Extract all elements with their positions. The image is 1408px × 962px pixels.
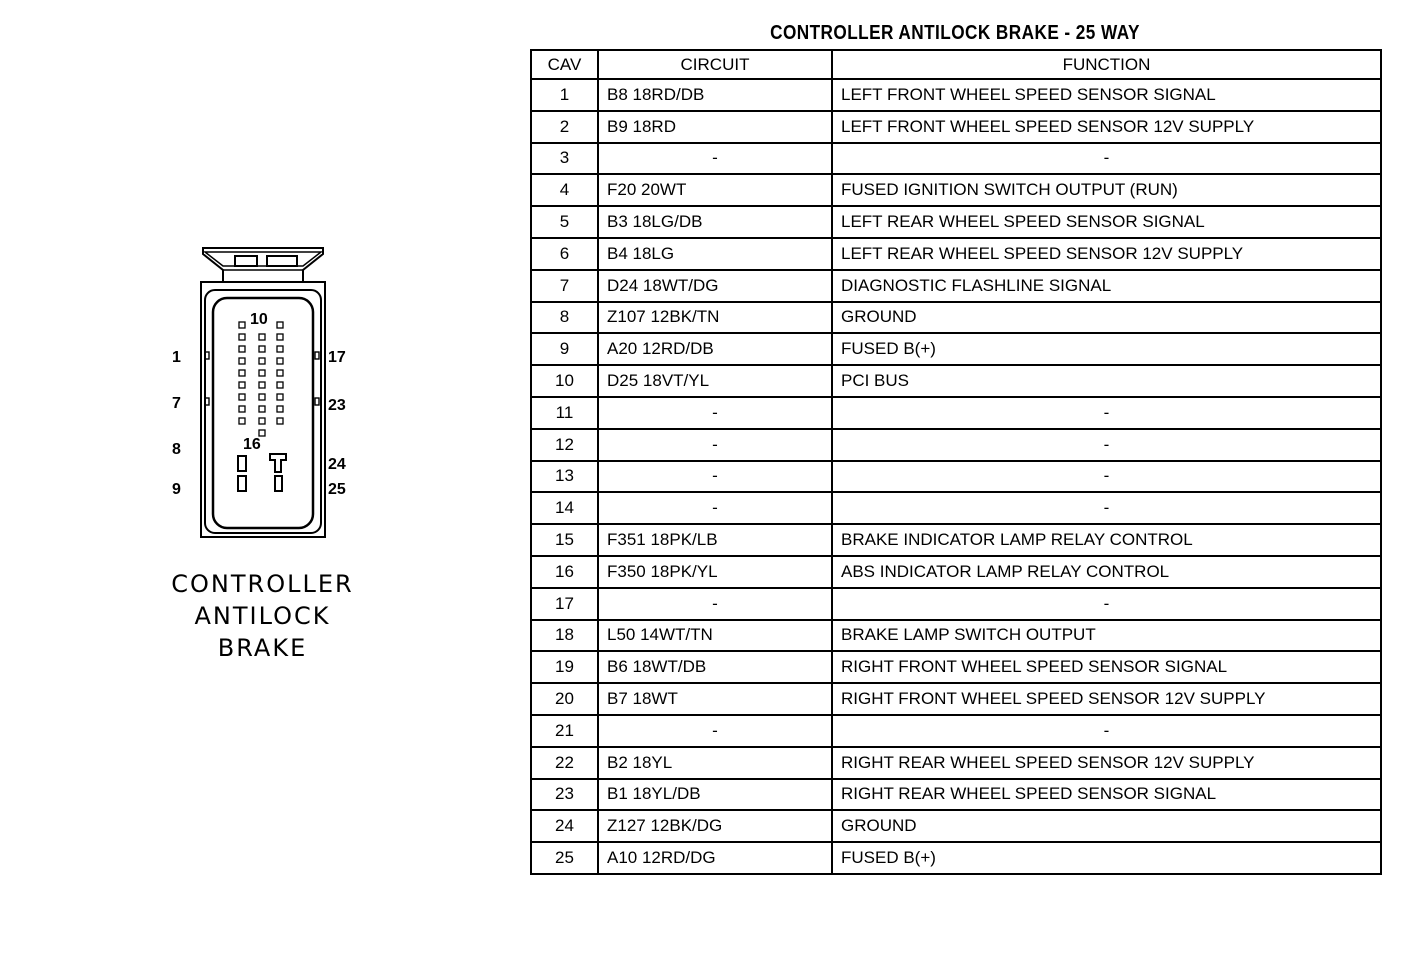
circuit-cell: D25 18VT/YL [598, 365, 832, 397]
cavity [277, 346, 283, 352]
function-cell: - [832, 588, 1381, 620]
function-cell: - [832, 461, 1381, 493]
table-row [531, 461, 1381, 493]
cav-cell: 14 [531, 492, 598, 524]
cavity [239, 322, 245, 328]
cavity [259, 394, 265, 400]
circuit-cell: D24 18WT/DG [598, 270, 832, 302]
function-cell: LEFT REAR WHEEL SPEED SENSOR SIGNAL [832, 206, 1381, 238]
cavity [259, 370, 265, 376]
function-cell: LEFT FRONT WHEEL SPEED SENSOR SIGNAL [832, 79, 1381, 111]
cavity [239, 394, 245, 400]
pin-label-7: 7 [172, 395, 181, 412]
circuit-cell: B4 18LG [598, 238, 832, 270]
cav-cell: 20 [531, 683, 598, 715]
pin-label-10: 10 [250, 311, 268, 328]
function-cell: - [832, 429, 1381, 461]
cav-cell: 3 [531, 143, 598, 175]
pin-label-1: 1 [172, 349, 181, 366]
cav-cell: 25 [531, 842, 598, 874]
header-cav: CAV [531, 50, 598, 79]
cavity [239, 382, 245, 388]
cav-cell: 9 [531, 333, 598, 365]
table-row [531, 588, 1381, 620]
cavity [277, 406, 283, 412]
cav-cell: 18 [531, 620, 598, 652]
connector-side-pins [205, 352, 319, 405]
connector-caption-line-3: BRAKE [217, 634, 308, 662]
cavity [259, 382, 265, 388]
connector-large-cavities [238, 454, 286, 491]
cav-cell: 24 [531, 810, 598, 842]
function-cell: RIGHT REAR WHEEL SPEED SENSOR 12V SUPPLY [832, 747, 1381, 779]
table-row [531, 556, 1381, 588]
circuit-cell: B8 18RD/DB [598, 79, 832, 111]
function-cell: - [832, 143, 1381, 175]
cavity [239, 418, 245, 424]
table-row [531, 779, 1381, 811]
cav-cell: 8 [531, 302, 598, 334]
circuit-cell: A20 12RD/DB [598, 333, 832, 365]
connector-cavities [239, 322, 283, 436]
table-row [531, 302, 1381, 334]
table-row [531, 397, 1381, 429]
table-header-row [531, 50, 1381, 79]
cavity [239, 334, 245, 340]
function-cell: RIGHT REAR WHEEL SPEED SENSOR SIGNAL [832, 779, 1381, 811]
cavity [259, 406, 265, 412]
connector-caption-line-1: CONTROLLER [171, 570, 354, 598]
connector-caption-line-2: ANTILOCK [194, 602, 331, 630]
circuit-cell: A10 12RD/DG [598, 842, 832, 874]
function-cell: RIGHT FRONT WHEEL SPEED SENSOR SIGNAL [832, 651, 1381, 683]
cav-cell: 12 [531, 429, 598, 461]
cavity [259, 334, 265, 340]
table-row [531, 79, 1381, 111]
cav-cell: 1 [531, 79, 598, 111]
pin-label-25: 25 [328, 481, 346, 498]
table-row [531, 429, 1381, 461]
table-row [531, 747, 1381, 779]
table-row [531, 842, 1381, 874]
function-cell: FUSED IGNITION SWITCH OUTPUT (RUN) [832, 174, 1381, 206]
cavity [277, 394, 283, 400]
circuit-cell: - [598, 492, 832, 524]
table-row [531, 206, 1381, 238]
pin-label-17: 17 [328, 349, 346, 366]
pin-label-9: 9 [172, 481, 181, 498]
cav-cell: 7 [531, 270, 598, 302]
cav-cell: 10 [531, 365, 598, 397]
pin-label-16: 16 [243, 436, 261, 453]
cavity [259, 358, 265, 364]
cavity [239, 406, 245, 412]
table-row [531, 365, 1381, 397]
connector-latch [203, 248, 323, 282]
function-cell: BRAKE LAMP SWITCH OUTPUT [832, 620, 1381, 652]
cav-cell: 16 [531, 556, 598, 588]
table-row [531, 333, 1381, 365]
circuit-cell: Z127 12BK/DG [598, 810, 832, 842]
circuit-cell: Z107 12BK/TN [598, 302, 832, 334]
table-row [531, 620, 1381, 652]
cav-cell: 4 [531, 174, 598, 206]
table-row [531, 651, 1381, 683]
function-cell: FUSED B(+) [832, 842, 1381, 874]
table-title: CONTROLLER ANTILOCK BRAKE - 25 WAY [770, 22, 1140, 44]
cav-cell: 15 [531, 524, 598, 556]
circuit-cell: - [598, 429, 832, 461]
function-cell: LEFT REAR WHEEL SPEED SENSOR 12V SUPPLY [832, 238, 1381, 270]
function-cell: FUSED B(+) [832, 333, 1381, 365]
cav-cell: 6 [531, 238, 598, 270]
table-row [531, 524, 1381, 556]
cav-cell: 13 [531, 461, 598, 493]
circuit-cell: L50 14WT/TN [598, 620, 832, 652]
cavity [259, 346, 265, 352]
circuit-cell: - [598, 461, 832, 493]
cav-cell: 22 [531, 747, 598, 779]
circuit-cell: B6 18WT/DB [598, 651, 832, 683]
cavity [277, 382, 283, 388]
table-row [531, 492, 1381, 524]
circuit-cell: B7 18WT [598, 683, 832, 715]
table-row [531, 715, 1381, 747]
pin-label-23: 23 [328, 397, 346, 414]
table-row [531, 143, 1381, 175]
cav-cell: 2 [531, 111, 598, 143]
cavity [239, 358, 245, 364]
cavity [277, 334, 283, 340]
table-row [531, 810, 1381, 842]
function-cell: GROUND [832, 810, 1381, 842]
header-function: FUNCTION [832, 50, 1381, 79]
cavity [277, 322, 283, 328]
cavity [277, 370, 283, 376]
pin-label-8: 8 [172, 441, 181, 458]
circuit-cell: F20 20WT [598, 174, 832, 206]
cavity [277, 358, 283, 364]
table-row [531, 111, 1381, 143]
cav-cell: 11 [531, 397, 598, 429]
function-cell: PCI BUS [832, 365, 1381, 397]
function-cell: - [832, 715, 1381, 747]
cavity [239, 370, 245, 376]
circuit-cell: - [598, 143, 832, 175]
circuit-cell: B2 18YL [598, 747, 832, 779]
circuit-cell: F350 18PK/YL [598, 556, 832, 588]
cavity [239, 346, 245, 352]
function-cell: LEFT FRONT WHEEL SPEED SENSOR 12V SUPPLY [832, 111, 1381, 143]
table-row [531, 683, 1381, 715]
circuit-cell: B3 18LG/DB [598, 206, 832, 238]
circuit-cell: - [598, 588, 832, 620]
circuit-cell: - [598, 397, 832, 429]
cav-cell: 19 [531, 651, 598, 683]
table-row [531, 270, 1381, 302]
pinout-table [530, 49, 1382, 875]
connector-diagram [165, 240, 365, 550]
function-cell: ABS INDICATOR LAMP RELAY CONTROL [832, 556, 1381, 588]
circuit-cell: - [598, 715, 832, 747]
function-cell: GROUND [832, 302, 1381, 334]
cavity [277, 418, 283, 424]
circuit-cell: B9 18RD [598, 111, 832, 143]
cav-cell: 17 [531, 588, 598, 620]
cav-cell: 23 [531, 779, 598, 811]
cav-cell: 5 [531, 206, 598, 238]
function-cell: RIGHT FRONT WHEEL SPEED SENSOR 12V SUPPLY [832, 683, 1381, 715]
table-row [531, 174, 1381, 206]
function-cell: - [832, 492, 1381, 524]
circuit-cell: B1 18YL/DB [598, 779, 832, 811]
circuit-cell: F351 18PK/LB [598, 524, 832, 556]
cav-cell: 21 [531, 715, 598, 747]
function-cell: - [832, 397, 1381, 429]
pin-label-24: 24 [328, 456, 346, 473]
table-row [531, 238, 1381, 270]
connector-caption [130, 568, 395, 664]
function-cell: DIAGNOSTIC FLASHLINE SIGNAL [832, 270, 1381, 302]
cavity [259, 418, 265, 424]
header-circuit: CIRCUIT [598, 50, 832, 79]
function-cell: BRAKE INDICATOR LAMP RELAY CONTROL [832, 524, 1381, 556]
